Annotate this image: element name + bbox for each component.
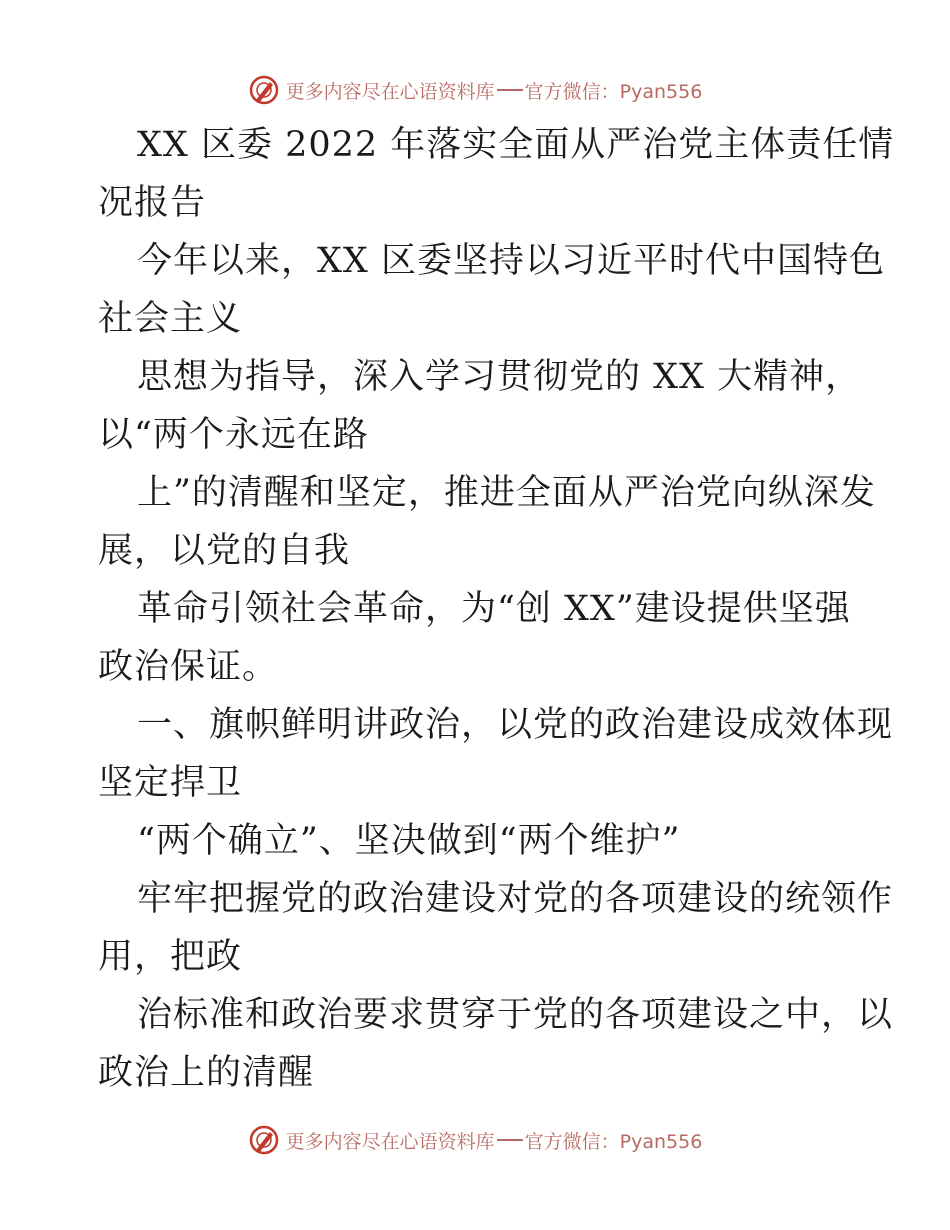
header-watermark-suffix: 官方微信：Pyan556 <box>524 80 703 103</box>
footer-watermark-text: 更多内容尽在心语资料库 <box>285 1130 495 1153</box>
body-line: 政治保证。 <box>98 647 279 687</box>
header-watermark <box>0 70 950 110</box>
body-line: 社会主义 <box>98 299 243 339</box>
body-line: 牢牢把握党的政治建设对党的各项建设的统领作 <box>137 879 894 919</box>
body-line: 思想为指导，深入学习贯彻党的 XX 大精神， <box>137 357 862 397</box>
body-line: 展，以党的自我 <box>98 531 351 571</box>
body-line: 况报告 <box>98 183 207 223</box>
body-line: 以“两个永远在路 <box>98 415 369 455</box>
section-heading: “两个确立”、坚决做到“两个维护” <box>137 821 681 861</box>
body-line: 今年以来，XX 区委坚持以习近平时代中国特色 <box>137 241 885 281</box>
footer-watermark-dash <box>497 1139 523 1141</box>
body-line: 治标准和政治要求贯穿于党的各项建设之中，以 <box>137 995 894 1035</box>
body-line: 革命引领社会革命，为“创 XX”建设提供坚强 <box>137 589 851 629</box>
footer-watermark-suffix: 官方微信：Pyan556 <box>524 1130 703 1153</box>
header-watermark-dash <box>497 89 523 91</box>
footer-watermark <box>0 1120 950 1160</box>
section-heading: 坚定捍卫 <box>98 763 243 803</box>
section-heading: 一、旗帜鲜明讲政治，以党的政治建设成效体现 <box>137 705 894 745</box>
logo-icon <box>248 74 280 106</box>
body-line: 用，把政 <box>98 937 243 977</box>
header-watermark-text: 更多内容尽在心语资料库 <box>285 80 495 103</box>
body-line: 政治上的清醒 <box>98 1053 315 1093</box>
body-line: 上”的清醒和坚定，推进全面从严治党向纵深发 <box>137 473 876 513</box>
body-line: XX 区委 2022 年落实全面从严治党主体责任情 <box>137 125 895 165</box>
logo-icon <box>248 1124 280 1156</box>
